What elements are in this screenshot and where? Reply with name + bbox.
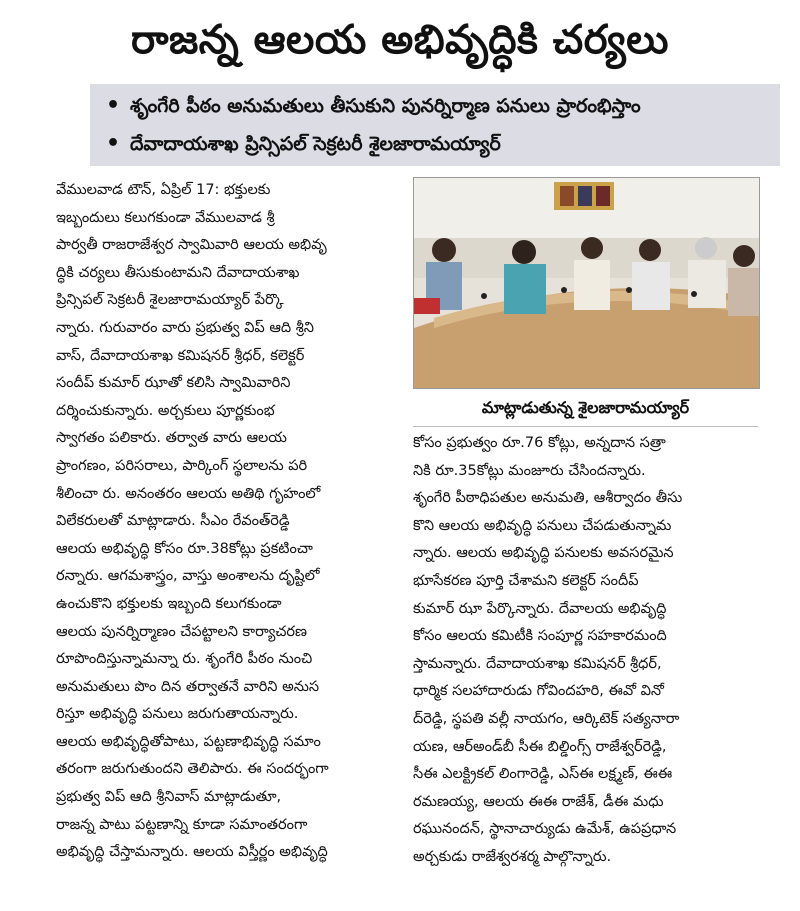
article-text-line: రఘునందన్, స్థానాచార్యుడు ఉమేశ్, ఉపప్రధాన bbox=[413, 821, 677, 838]
article-text-line: ధార్మిక సలహాదారుడు గోవిందహరి, ఈవో వినో bbox=[413, 683, 664, 700]
article-text-line: భూసేకరణ పూర్తి చేశామని కలెక్టర్ సందీప్ bbox=[413, 572, 639, 589]
article-text-line: శీలించా రు. అనంతరం ఆలయ అతిథి గృహంలో bbox=[56, 485, 321, 502]
article-text-line: స్వాగతం పలికారు. తర్వాత వారు ఆలయ bbox=[56, 430, 287, 447]
article-text-line: ద్ధికి చర్యలు తీసుకుంటామని దేవాదాయశాఖ bbox=[56, 264, 300, 281]
article-text-line: ఉంచుకొని భక్తులకు ఇబ్బంది కలుగకుండా bbox=[56, 595, 282, 612]
article-text-line: కోసం ఆలయ కమిటీకి సంపూర్ణ సహకారమంది bbox=[413, 628, 667, 645]
article-text-line: స్తామన్నారు. దేవాదాయశాఖ కమిషనర్ శ్రీధర్, bbox=[413, 655, 662, 672]
article-body-right-column bbox=[413, 430, 758, 890]
article-text-line: న్నారు. గురువారం వారు ప్రభుత్వ విప్ ఆది శ్రీని bbox=[56, 319, 314, 336]
article-text-line: దర్శించుకున్నారు. అర్చకులు పూర్ణకుంభ bbox=[56, 402, 275, 419]
news-photo bbox=[413, 177, 760, 389]
article-text-line: రిస్తూ అభివృద్ధి పనులు జరుగుతాయన్నారు. bbox=[56, 706, 299, 723]
article-text-line: సీఈ ఎలక్ట్రికల్ లింగారెడ్డి, ఎస్‌ఈ లక్ష్మణ్, ఈఈ bbox=[413, 766, 673, 783]
article-text-line: ఆలయ అభివృద్ధి కోసం రూ.38కోట్లు ప్రకటించా bbox=[56, 540, 313, 557]
bullet-icon: • bbox=[105, 93, 121, 118]
article-headline: రాజన్న ఆలయ అభివృద్ధికి చర్యలు bbox=[131, 17, 669, 63]
subheadline-1-text: శృంగేరి పీఠం అనుమతులు తీసుకుని పునర్నిర్మాణ పనులు ప్రారంభిస్తాం bbox=[130, 95, 641, 117]
article-text-line: ప్రభుత్వ విప్ ఆది శ్రీనివాస్ మాట్లాడుతూ, bbox=[56, 789, 282, 806]
article-text-line: రన్నారు. ఆగమశాస్త్రం, వాస్తు అంశాలను దృష్టిలో bbox=[56, 568, 320, 585]
article-text-line: న్నారు. ఆలయ అభివృద్ధి పనులకు అవసరమైన bbox=[413, 545, 674, 562]
subheadline-1 bbox=[102, 88, 772, 124]
photo-caption: మాట్లాడుతున్న శైలజారామయ్యార్ bbox=[413, 390, 758, 427]
article-text-line: ఆలయ పునర్నిర్మాణం చేపట్టాలని కార్యాచరణ bbox=[56, 623, 307, 640]
article-text-line: ప్రాంగణం, పరిసరాలు, పార్కింగ్ స్థలాలను పరి bbox=[56, 457, 308, 474]
article-text-line: ఇబ్బందులు కలుగకుండా వేములవాడ శ్రీ bbox=[56, 209, 275, 226]
article-text-line: అర్చకుడు రాజేశ్వరశర్మ పాల్గొన్నారు. bbox=[413, 848, 612, 865]
article-text-line: యణ, ఆర్‌అండ్‌బీ సీఈ బిల్డింగ్స్ రాజేశ్వర్‌రెడ్డి, bbox=[413, 738, 667, 755]
subheadline-2 bbox=[102, 126, 772, 162]
article-text-line: ప్రిన్సిపల్ సెక్రటరీ శైలజారామయ్యార్ పేర్కొ bbox=[56, 292, 284, 309]
article-text-line: కొని ఆలయ అభివృద్ధి పనులు చేపడుతున్నామ bbox=[413, 517, 672, 534]
article-text-line: వాస్, దేవాదాయశాఖ కమిషనర్ శ్రీధర్, కలెక్టర్ bbox=[56, 347, 305, 364]
article-text-line: సందీప్ కుమార్ ఝాతో కలిసి స్వామివారిని bbox=[56, 375, 291, 392]
subheadline-2-text: దేవాదాయశాఖ ప్రిన్సిపల్ సెక్రటరీ శైలజారామయ్యార్ bbox=[130, 133, 501, 155]
article-text-line: ఆలయ అభివృద్ధితోపాటు, పట్టణాభివృద్ధి సమాం bbox=[56, 733, 321, 750]
article-text-line: వేములవాడ టౌన్, ఏప్రిల్ 17: భక్తులకు bbox=[56, 182, 271, 198]
bullet-icon: • bbox=[105, 131, 121, 156]
article-text-line: నికి రూ.35కోట్లు మంజూరు చేసిందన్నారు. bbox=[413, 462, 646, 479]
article-text-line: తరంగా జరుగుతుందని తెలిపారు. ఈ సందర్భంగా bbox=[56, 761, 329, 778]
subheadline-box bbox=[90, 84, 780, 166]
article-text-line: రాజన్న పాటు పట్టణాన్ని కూడా సమాంతరంగా bbox=[56, 816, 308, 833]
article-text-line: ద్‌రెడ్డి, స్థపతి వల్లీ నాయగం, ఆర్కిటెక్ సత్యనారా bbox=[413, 710, 680, 727]
article-text-line: శృంగేరి పీఠాధిపతుల అనుమతి, ఆశీర్వాదం తీసు bbox=[413, 490, 683, 507]
article-text-line: రమణయ్య, ఆలయ ఈఈ రాజేశ్, డీఈ మధు bbox=[413, 793, 664, 810]
article-text-line: అనుమతులు పొం దిన తర్వాతనే వారిని అనుస bbox=[56, 678, 320, 695]
meeting-photo-illustration bbox=[414, 178, 759, 388]
article-body-left-column bbox=[56, 177, 394, 877]
article-text-line: కుమార్ ఝా పేర్కొన్నారు. దేవాలయ అభివృద్ధి bbox=[413, 600, 667, 617]
article-text-line: అభివృద్ధి చేస్తామన్నారు. ఆలయ విస్తీర్ణం అభివృద్ధి bbox=[56, 844, 328, 861]
article-text-line: రూపొందిస్తున్నామన్నా రు. శృంగేరి పీఠం నుంచి bbox=[56, 651, 313, 668]
article-text-line: విలేకరులతో మాట్లాడారు. సీఎం రేవంత్‌రెడ్డి bbox=[56, 513, 290, 530]
article-text-line: పార్వతీ రాజరాజేశ్వర స్వామివారి ఆలయ అభివృ bbox=[56, 237, 327, 254]
article-text-line: కోసం ప్రభుత్వం రూ.76 కోట్లు, అన్నదాన సత్రా bbox=[413, 435, 666, 451]
